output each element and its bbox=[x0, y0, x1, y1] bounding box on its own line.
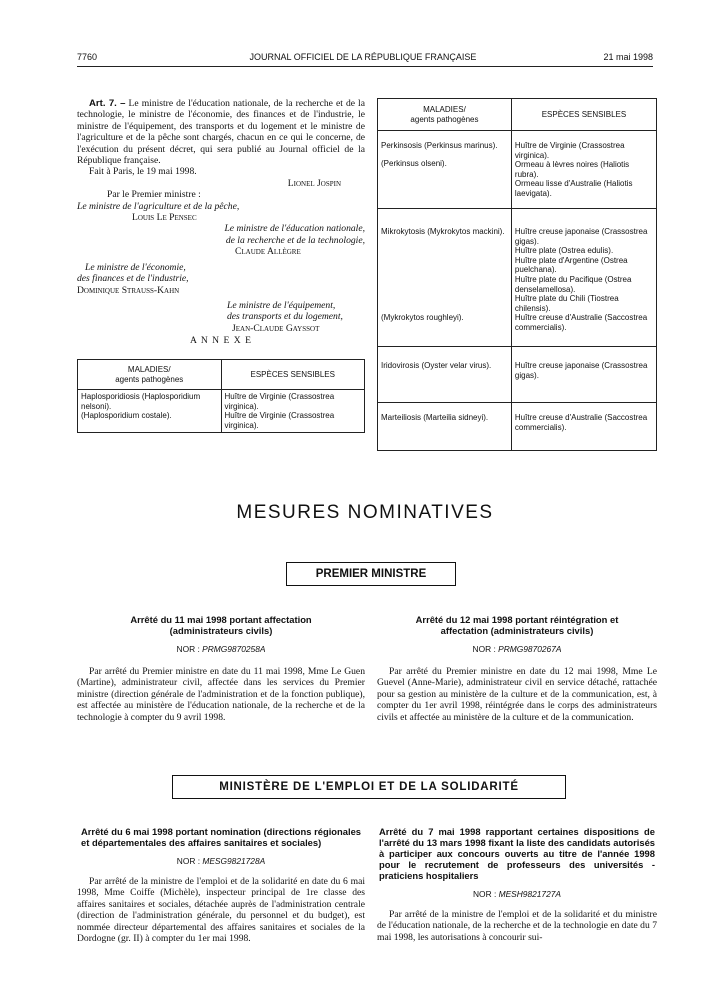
par-le-premier-ministre: Par le Premier ministre : bbox=[107, 189, 201, 201]
nor-code: PRMG9870258A bbox=[202, 644, 266, 654]
table-row: Mikrokytosis (Mykrokytos mackini). (Mykrokytos roughleyi). Huître creuse japonaise (Crassostrea gigas). Huître plate (Ostrea edulis). Huître plate d'Argentine (Ostrea puelchana). Huître plate du Pacifique (Ostrea denselamellosa). Huître plate du Chili (Tiostrea chilensis). Huître creuse d'Australie (Saccostrea commercialis). bbox=[378, 209, 657, 347]
minister3-name: Dominique Strauss-Kahn bbox=[77, 284, 180, 296]
nor-code: PRMG9870267A bbox=[498, 644, 562, 654]
minister3-title-b: des finances et de l'industrie, bbox=[77, 273, 189, 285]
arrete-title: Arrêté du 7 mai 1998 rapportant certaines dispositions de l'arrêté du 13 mars 1998 fixant la liste des candidats autorisés à participer aux concours ouverts au titre de l'année 1998 pour le recrutement de professeurs des universités - praticiens hospitaliers bbox=[379, 826, 655, 881]
minister3-title-a: Le ministre de l'économie, bbox=[85, 261, 186, 273]
arrete-text: Par arrêté de la ministre de l'emploi et de la solidarité en date du 6 mai 1998, Mme Coiffe (Michèle), inspecteur principal de 1re classe des affaires sanitaires et sociales, détachée auprès de l'administration centrale (direction de l'administration générale, du personnel et du budget), est nommée directeur départemental des affaires sanitaires et sociales de la Dordogne (gr. II) à compter du 1er mai 1998. bbox=[77, 876, 365, 945]
section-title-mesures: MESURES NOMINATIVES bbox=[236, 502, 494, 523]
minister1-name: Louis Le Pensec bbox=[132, 212, 197, 224]
annexe-table-right bbox=[377, 98, 657, 451]
header-rule bbox=[77, 66, 653, 67]
minister2-name: Claude Allègre bbox=[235, 246, 301, 258]
minister4-name: Jean-Claude Gayssot bbox=[232, 322, 320, 334]
section-premier-ministre: PREMIER MINISTRE bbox=[286, 562, 456, 586]
nor-label: NOR : bbox=[176, 644, 200, 654]
header-date: 21 mai 1998 bbox=[603, 52, 653, 62]
arrete-7-mai bbox=[377, 826, 657, 978]
nor-label: NOR : bbox=[472, 644, 496, 654]
arrete-title: Arrêté du 12 mai 1998 portant réintégration et affectation (administrateurs civils) bbox=[415, 614, 619, 636]
table-header-diseases: MALADIES/ agents pathogènes bbox=[78, 360, 222, 390]
minister1-title: Le ministre de l'agriculture et de la pêche, bbox=[77, 200, 240, 212]
signer-name: Lionel Jospin bbox=[287, 177, 341, 189]
fait-a-paris: Fait à Paris, le 19 mai 1998. bbox=[89, 166, 197, 178]
annexe-title: A N N E X E bbox=[190, 335, 252, 347]
nor-code: MESG9821728A bbox=[202, 856, 266, 866]
table-row: Iridovirosis (Oyster velar virus). Huître creuse japonaise (Crassostrea gigas). bbox=[378, 347, 657, 403]
minister4-title-b: des transports et du logement, bbox=[227, 311, 343, 323]
arrete-title: Arrêté du 11 mai 1998 portant affectation (administrateurs civils) bbox=[130, 614, 312, 636]
table-header-species: ESPÈCES SENSIBLES bbox=[221, 360, 365, 390]
minister4-title-a: Le ministre de l'équipement, bbox=[227, 299, 336, 311]
arrete-6-mai bbox=[77, 826, 365, 944]
section-ministere-emploi: MINISTÈRE DE L'EMPLOI ET DE LA SOLIDARITÉ bbox=[172, 775, 566, 799]
arrete-text: Par arrêté du Premier ministre en date du 12 mai 1998, Mme Le Guevel (Anne-Marie), administrateur civil en service détaché, rattachée pour sa gestion au ministère de la culture et de la communication, est, à compter du 1er avril 1998, réintégrée dans le corps des administrateurs civils et affectée au ministère de la culture et de la communication. bbox=[377, 666, 657, 723]
arrete-11-mai bbox=[77, 614, 365, 723]
table-row: Perkinsosis (Perkinsus marinus). (Perkinsus olseni). Huître de Virginie (Crassostrea virginica). Ormeau à lèvres noires (Haliotis rubra). Ormeau lisse d'Australie (Haliotis laevigata). bbox=[378, 131, 657, 209]
table-row: Haplosporidiosis (Haplosporidium nelsoni). (Haplosporidium costale). Huître de Virginie (Crassostrea virginica). Huître de Virginie (Crassostrea virginica). bbox=[78, 390, 365, 433]
arrete-12-mai bbox=[377, 614, 657, 723]
arrete-title: Arrêté du 6 mai 1998 portant nomination (directions régionales et départementales des affaires sanitaires et sociales) bbox=[81, 826, 361, 848]
minister2-title-b: de la recherche et de la technologie, bbox=[225, 234, 365, 246]
table-header-species: ESPÈCES SENSIBLES bbox=[511, 99, 656, 131]
page-number: 7760 bbox=[77, 52, 98, 62]
nor-code: MESH9821727A bbox=[498, 889, 561, 899]
table-header-diseases: MALADIES/ agents pathogènes bbox=[378, 99, 512, 131]
minister2-title-a: Le ministre de l'éducation nationale, bbox=[224, 223, 365, 235]
table-row: Marteiliosis (Marteilia sidneyi). Huître creuse d'Australie (Saccostrea commercialis). bbox=[378, 403, 657, 451]
arrete-text: Par arrêté du Premier ministre en date du 11 mai 1998, Mme Le Guen (Martine), administrateur civil, affectée dans les services du Premier ministre (direction générale de l'administration et de la fonction publique), est affectée au ministère de l'éducation nationale, de la recherche et de la technologie à compter du 9 avril 1998. bbox=[77, 666, 365, 723]
nor-label: NOR : bbox=[176, 856, 201, 866]
article-7 bbox=[77, 98, 365, 347]
article-label: Art. 7. – bbox=[89, 98, 126, 109]
annexe-table-left bbox=[77, 359, 365, 433]
journal-title: JOURNAL OFFICIEL DE LA RÉPUBLIQUE FRANÇAISE bbox=[249, 52, 477, 62]
arrete-text: Par arrêté de la ministre de l'emploi et de la solidarité et du ministre de l'éducation nationale, de la recherche et de la technologie en date du 7 mai 1998, les autorisations à concourir sui- bbox=[377, 909, 657, 943]
nor-label: NOR : bbox=[473, 889, 497, 899]
article-text: Le ministre de l'éducation nationale, de la recherche et de la technologie, le ministre de l'économie, des finances et de l'industrie, le ministre de l'équipement, des transports et du logement et le ministre de l'agriculture et de la pêche sont chargés, chacun en ce qui le concerne, de l'exécution du présent décret, qui sera publié au Journal officiel de la République française. bbox=[77, 98, 365, 167]
